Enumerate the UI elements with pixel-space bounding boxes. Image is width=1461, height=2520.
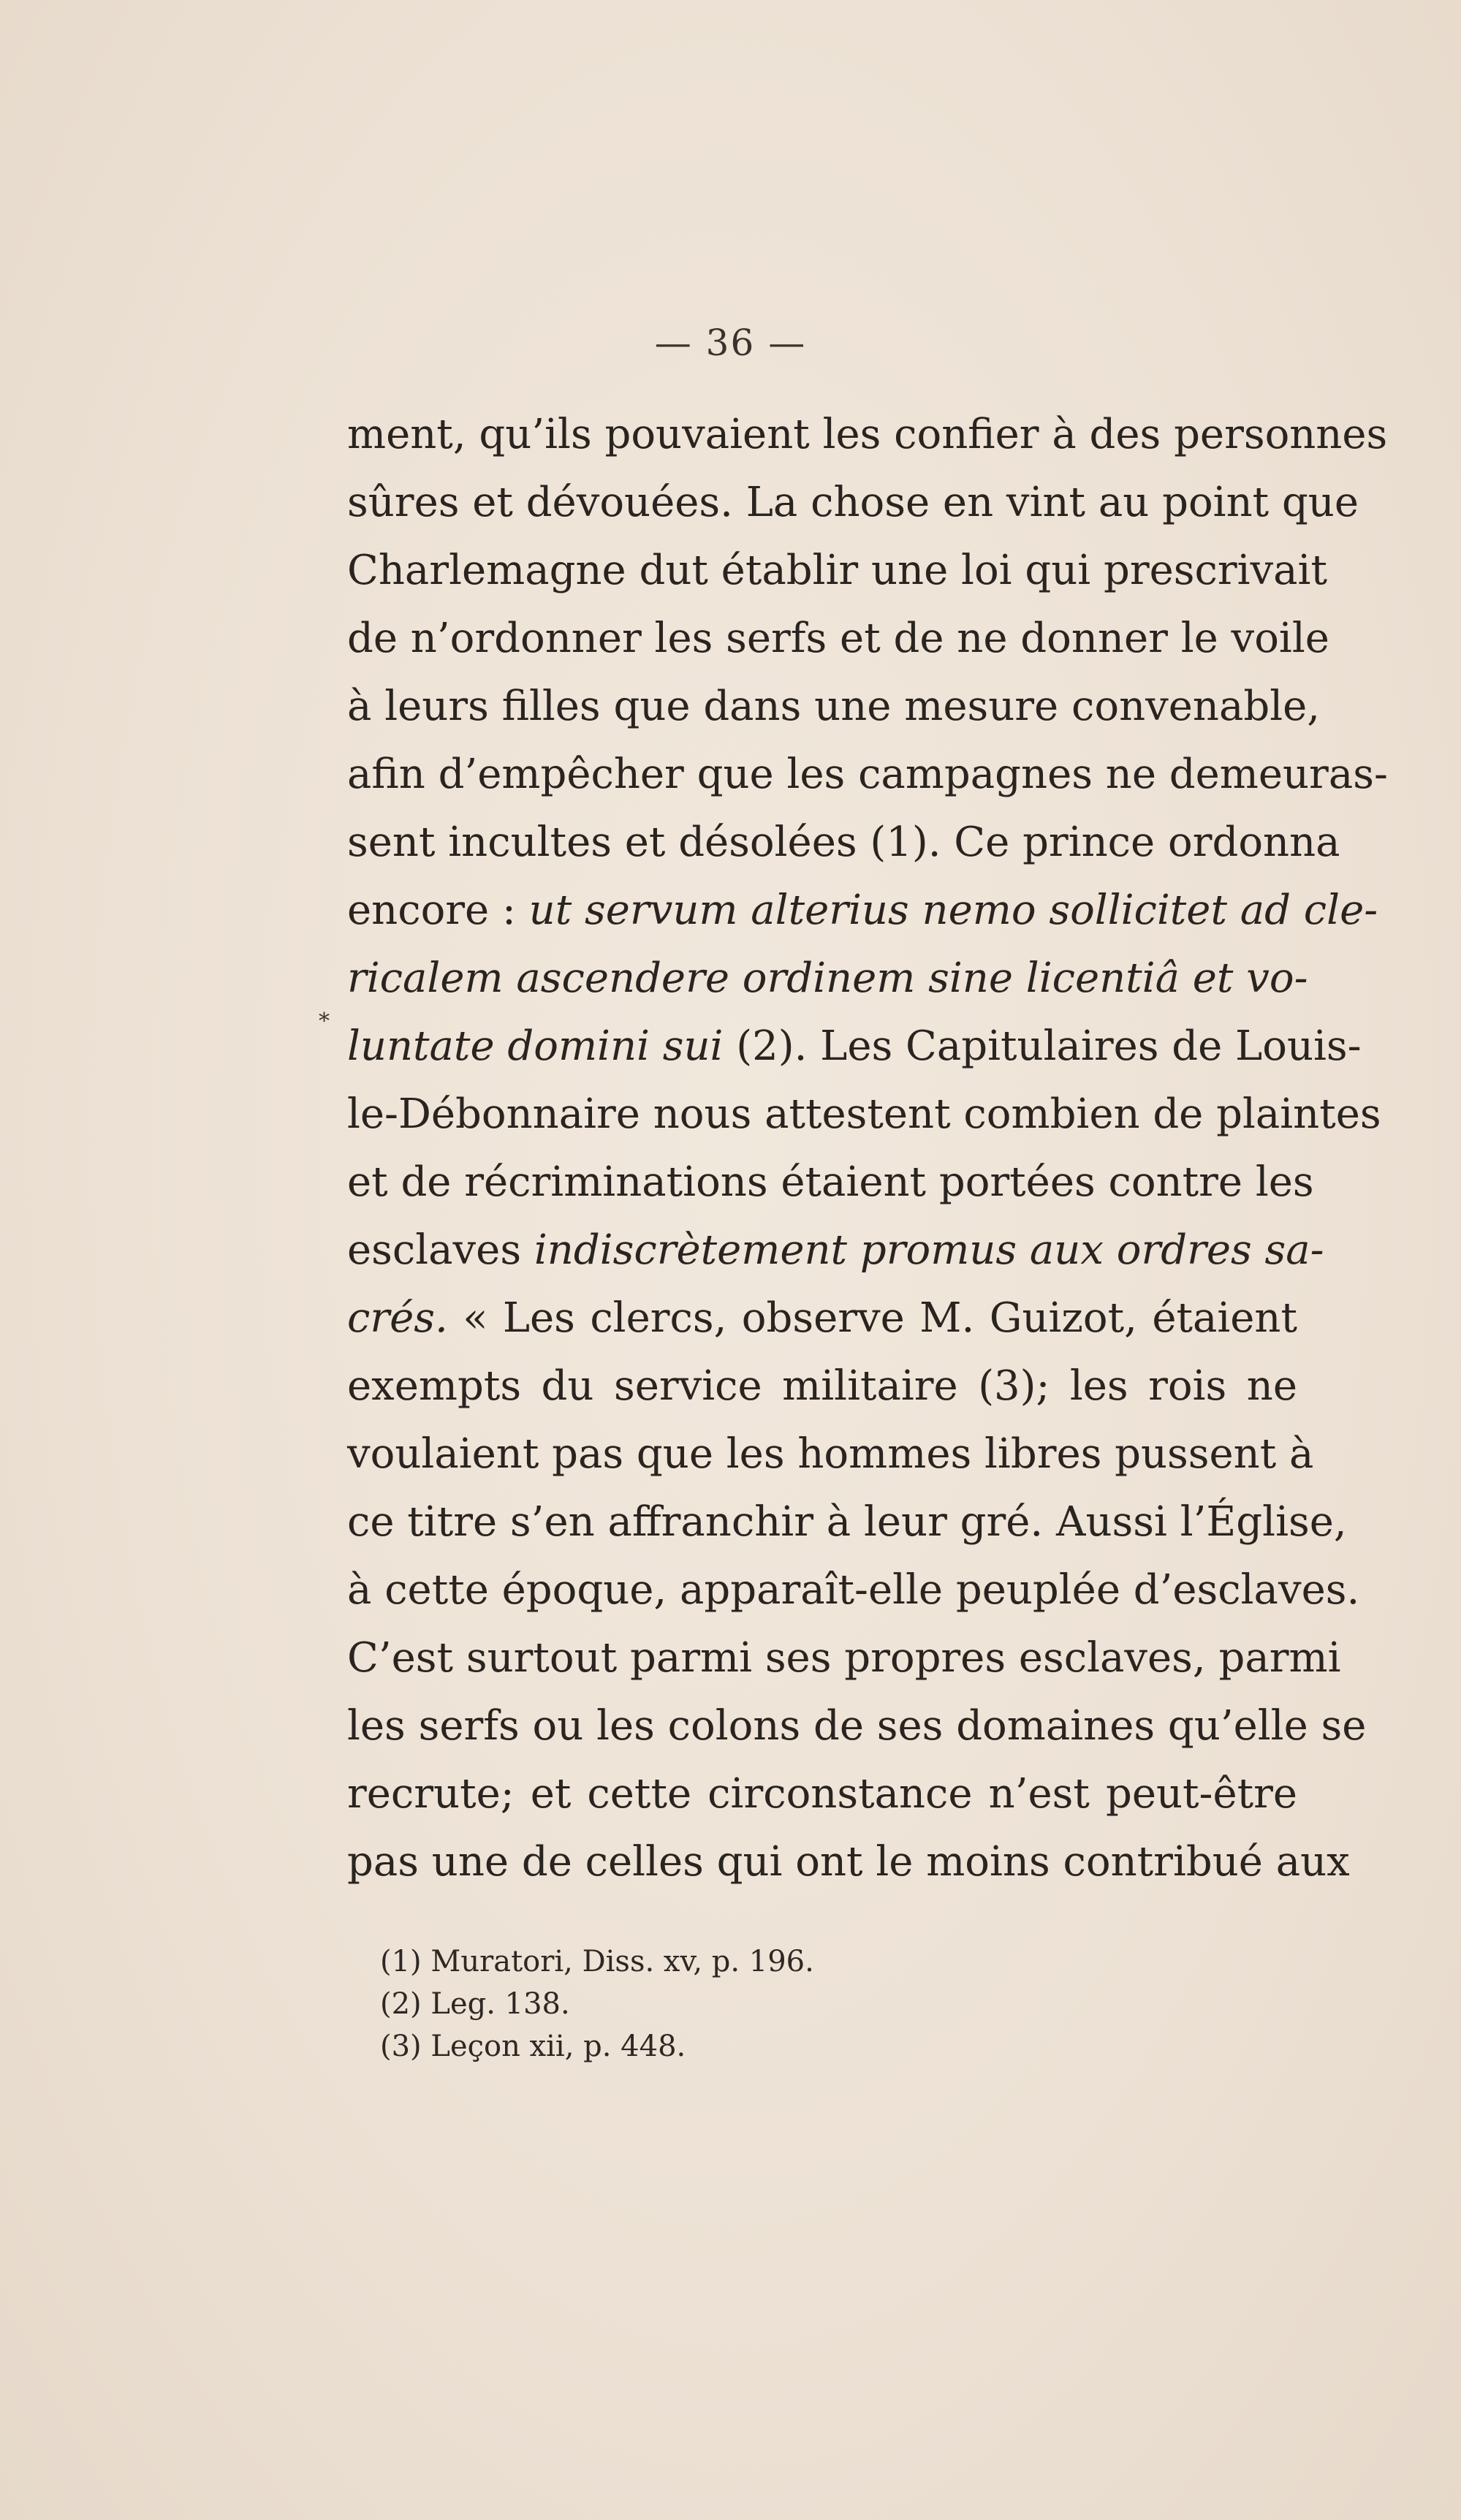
text-line — [347, 876, 1378, 944]
text-line: à leurs filles que dans une mesure convenable, — [347, 683, 1321, 730]
text-line: le-Débonnaire nous attestent combien de plaintes — [347, 1090, 1381, 1138]
text-line: sûres et dévouées. La chose en vint au point que — [347, 479, 1359, 526]
footnote: (3) Leçon xii, p. 448. — [380, 2030, 686, 2063]
latin-quote: luntate domini sui — [347, 1022, 724, 1070]
latin-quote: ricalem ascendere ordinem sine licentiâ et vo- — [347, 955, 1308, 1002]
text-line — [347, 1216, 1324, 1284]
text-line: sent incultes et désolées (1). Ce prince ordonna — [347, 819, 1340, 866]
latin-quote: ut servum alterius nemo sollicitet ad cle- — [528, 887, 1378, 934]
italic-phrase: crés. — [347, 1294, 448, 1342]
text-roman: « Les clercs, observe M. Guizot, étaient — [447, 1294, 1297, 1342]
text-line: pas une de celles qui ont le moins contribué aux — [347, 1838, 1350, 1886]
text-line: à cette époque, apparaît-elle peuplée d’esclaves. — [347, 1566, 1360, 1614]
text-line — [347, 944, 1308, 1012]
margin-mark: * — [319, 1009, 330, 1034]
text-roman: esclaves — [347, 1226, 534, 1274]
text-line — [347, 1012, 1362, 1080]
page-number: — 36 — — [654, 322, 807, 364]
footnote: (1) Muratori, Diss. xv, p. 196. — [380, 1945, 814, 1978]
text-line: les serfs ou les colons de ses domaines qu’elle se — [347, 1702, 1367, 1750]
footnote: (2) Leg. 138. — [380, 1987, 570, 2021]
italic-phrase: indiscrètement promus aux ordres sa- — [534, 1226, 1324, 1274]
text-line: C’est surtout parmi ses propres esclaves, parmi — [347, 1634, 1341, 1682]
text-line: exempts du service militaire (3); les rois ne — [347, 1362, 1297, 1410]
text-line: Charlemagne dut établir une loi qui prescrivait — [347, 547, 1327, 594]
text-line: voulaient pas que les hommes libres pussent à — [347, 1430, 1314, 1478]
text-line: ce titre s’en affranchir à leur gré. Aussi l’Église, — [347, 1498, 1347, 1546]
footnotes — [380, 1940, 1038, 2068]
body-text — [347, 401, 1388, 1896]
text-line: ment, qu’ils pouvaient les confier à des personnes — [347, 411, 1388, 458]
text-line: recrute; et cette circonstance n’est peut-être — [347, 1770, 1297, 1818]
text-roman: (2). Les Capitulaires de Louis- — [723, 1022, 1362, 1070]
text-line: et de récriminations étaient portées contre les — [347, 1158, 1314, 1206]
text-line: de n’ordonner les serfs et de ne donner le voile — [347, 615, 1329, 662]
text-line: afin d’empêcher que les campagnes ne demeuras- — [347, 751, 1388, 798]
text-roman: encore : — [347, 887, 529, 934]
text-line — [347, 1284, 1297, 1352]
